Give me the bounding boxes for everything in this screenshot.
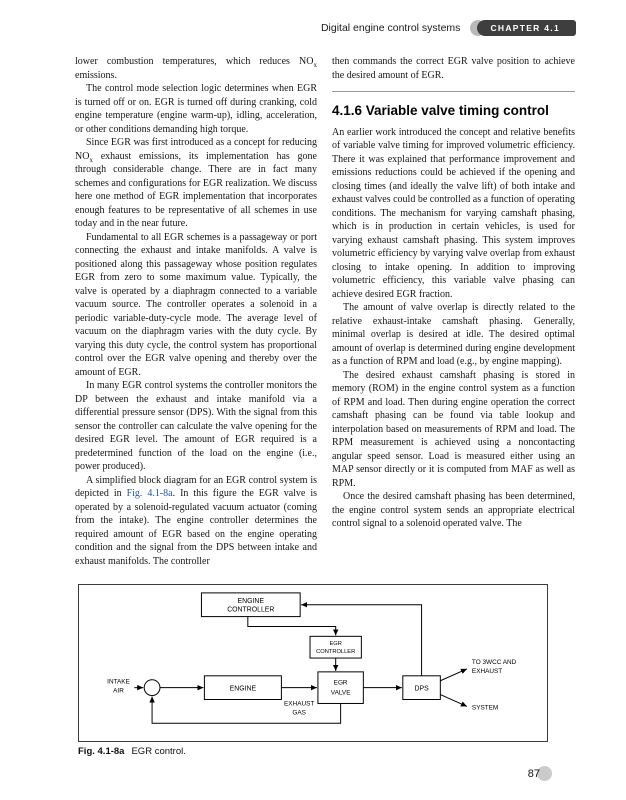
running-title: Digital engine control systems bbox=[320, 22, 461, 34]
output-label: SYSTEM bbox=[471, 704, 499, 712]
paragraph bbox=[332, 55, 575, 82]
text-run: The amount of valve overlap is directly related to the relative exhaust-intake camshaft phasing. Generally, minimal overlap is desired at idle. The desired optimal amount of overlap is determined during engine development as a function of RPM and load (e.g., by engine mapping). bbox=[332, 302, 575, 367]
paragraph bbox=[332, 301, 575, 369]
egr-valve-label: EGR bbox=[333, 679, 348, 687]
paragraph bbox=[75, 231, 317, 380]
egr-block-diagram bbox=[79, 585, 545, 739]
chapter-badge bbox=[470, 20, 576, 36]
egr-valve-block bbox=[318, 672, 363, 704]
text-run: emissions. bbox=[75, 69, 117, 81]
text-run: The desired exhaust camshaft phasing is stored in memory (ROM) in the engine control system as a function of RPM and load. Then during engine operation the correct camshaft phasing can be found via table lookup and interpolation based on measurements of RPM and load. The RPM measurement is achieved using a noncontacting angular speed sensor. Load is measured either using an MAP sensor directly or it is computed from MAF as well as RPM. bbox=[332, 369, 575, 489]
page-number: 87 bbox=[527, 767, 540, 780]
egr-controller-label: EGR bbox=[329, 641, 342, 648]
text-run: In many EGR control systems the controller monitors the DP between the exhaust and intake manifold via a differential pressure sensor (DPS). With the signal from this sensor the controller can calculate the valve opening for the desired EGR level. The amount of EGR required is a predetermined function of the load on the engine (i.e., power produced). bbox=[75, 380, 317, 472]
text-run: exhaust emissions, its implementation has gone through considerable change. There are in fact many schemes and configurations for EGR realization. We discuss here one method of EGR implementation that incorporates enough features to be representative of all schemes in use today and in the near future. bbox=[75, 150, 317, 229]
text-run: Fundamental to all EGR schemes is a passageway or port connecting the exhaust and intake manifolds. A valve is positioned along this passageway whose position regulates EGR from zero to some maximum value. Typically, the valve is operated by a diaphragm connected to a variable vacuum source. The controller operates a solenoid in a periodic variable-duty-cycle mode. The average level of vacuum on the diaphragm varies with the duty cycle. By varying this duty cycle, the control system has proportional control over the EGR valve opening and thereby over the amount of EGR. bbox=[75, 231, 317, 378]
dps-out-upper-arrow bbox=[440, 669, 467, 681]
right-column-body bbox=[332, 126, 575, 531]
paragraph bbox=[332, 369, 575, 491]
text-run: An earlier work introduced the concept and relative benefits of variable valve timing for improved volumetric efficiency. There it was explained that performance improvement and emissions reductions could be achieved if the opening and closing times (and ideally the valve lift) of both intake and exhaust valves could be controlled as a function of operating conditions. The mechanism for varying camshaft phasing, which is in production in certain vehicles, is used for varying exhaust camshaft phasing. This system improves volumetric efficiency by varying valve overlap from exhaust closing to intake opening. In addition to improving volumetric efficiency, this variable valve phasing can achieve desired EGR fraction. bbox=[332, 126, 575, 300]
text-run: Since EGR was first introduced as a concept for reducing NO bbox=[75, 137, 317, 162]
controller-to-egr-controller-line bbox=[248, 617, 336, 636]
text-run: . In this figure the EGR valve is operated by a solenoid-regulated vacuum actuator (coming from the intake). The engine controller determines the required amount of EGR based on the engine operating condition and the signal from the DPS between intake and exhaust manifolds. The controller bbox=[75, 488, 317, 567]
paragraph bbox=[75, 82, 317, 136]
subscript: x bbox=[89, 155, 93, 164]
exhaust-gas-label: GAS bbox=[292, 709, 306, 717]
text-run: Once the desired camshaft phasing has been determined, the engine control system sends an appropriate electrical control signal to a solenoid operated valve. The bbox=[332, 491, 575, 529]
paragraph bbox=[332, 126, 575, 302]
engine-label: ENGINE bbox=[229, 685, 257, 693]
exhaust-gas-label: EXHAUST bbox=[284, 700, 315, 708]
figure-caption bbox=[78, 746, 186, 757]
page-footer bbox=[528, 766, 552, 781]
blocks bbox=[144, 593, 440, 704]
text-run: The control mode selection logic determines when EGR is turned off or on. EGR is turned off during cranking, cold engine temperature (engine warm-up), idling, acceleration, or other conditions demanding high torque. bbox=[75, 83, 317, 135]
section-heading: 4.1.6 Variable valve timing control bbox=[332, 91, 575, 118]
left-column bbox=[75, 55, 317, 585]
figure-reference-link[interactable]: Fig. 4.1-8a bbox=[126, 488, 173, 499]
text-run: lower combustion temperatures, which reduces NO bbox=[75, 56, 314, 67]
paragraph bbox=[332, 490, 575, 531]
output-label: EXHAUST bbox=[471, 667, 503, 675]
page-header bbox=[0, 20, 576, 36]
text-run: then commands the correct EGR valve position to achieve the desired amount of EGR. bbox=[332, 56, 575, 81]
figure-frame bbox=[78, 584, 548, 742]
engine-controller-label: ENGINE bbox=[237, 597, 265, 605]
dps-out-lower-arrow bbox=[440, 695, 467, 707]
text-run: A simplified block diagram for an EGR control system is depicted in bbox=[75, 474, 317, 499]
engine-controller-label: CONTROLLER bbox=[227, 606, 275, 614]
mix-junction-circle bbox=[144, 680, 160, 696]
intake-air-label: INTAKE bbox=[107, 678, 130, 686]
intake-air-label: AIR bbox=[113, 687, 124, 695]
egr-valve-label: VALVE bbox=[330, 689, 351, 697]
paragraph bbox=[75, 136, 317, 231]
output-label: TO 3WCC AND bbox=[471, 658, 517, 666]
paragraph bbox=[75, 379, 317, 474]
right-column-intro bbox=[332, 55, 575, 82]
chapter-label: CHAPTER 4.1 bbox=[477, 20, 576, 36]
right-column bbox=[332, 55, 575, 585]
figure-caption-text: EGR control. bbox=[131, 746, 186, 757]
dps-label: DPS bbox=[414, 685, 429, 693]
egr-controller-label: CONTROLLER bbox=[316, 649, 356, 656]
figure-caption-label: Fig. 4.1-8a bbox=[78, 746, 125, 757]
paragraph bbox=[75, 55, 317, 82]
subscript: x bbox=[313, 61, 317, 69]
paragraph bbox=[75, 474, 317, 569]
